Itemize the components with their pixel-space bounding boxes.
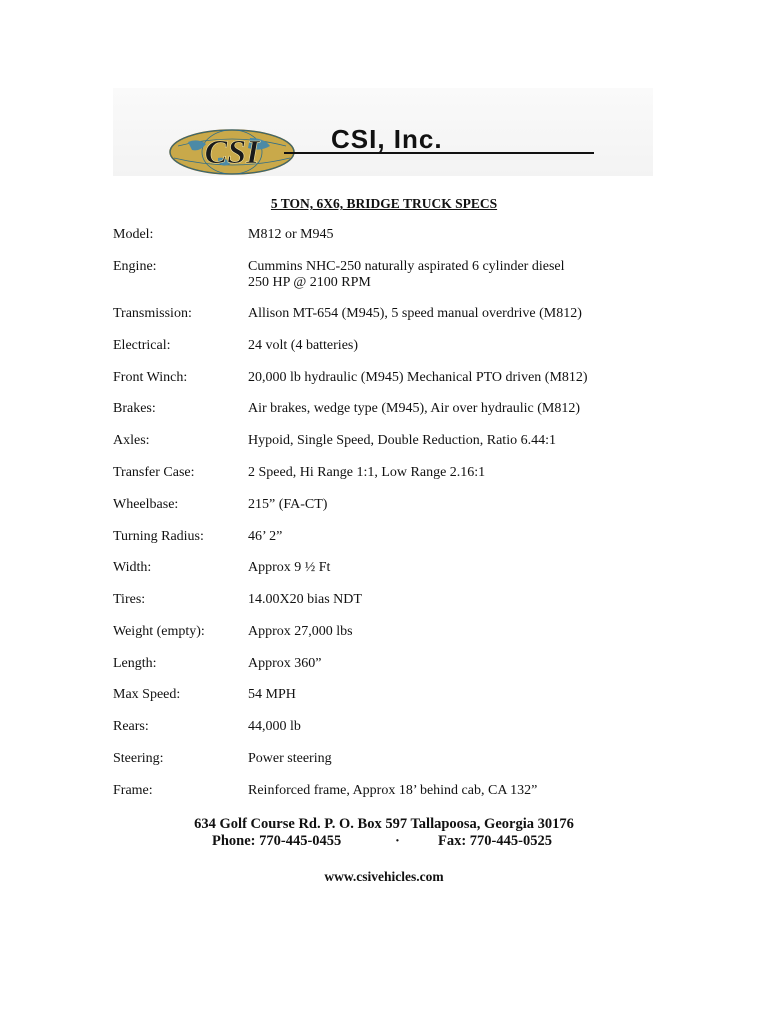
spec-value-line: 250 HP @ 2100 RPM (248, 275, 371, 290)
footer-phone: Phone: 770-445-0455 (212, 833, 342, 849)
spec-value (248, 783, 678, 799)
spec-value (248, 687, 678, 703)
spec-label: Wheelbase: (113, 497, 179, 512)
spec-value-line: Air brakes, wedge type (M945), Air over hydraulic (M812) (248, 401, 581, 416)
spec-value-line: 54 MPH (248, 687, 296, 702)
footer-contact-row (0, 833, 768, 851)
spec-label: Turning Radius: (113, 529, 204, 544)
spec-value-line: 44,000 lb (248, 719, 301, 734)
spec-value (248, 401, 678, 417)
spec-value-line: Power steering (248, 751, 332, 766)
spec-value (248, 465, 678, 481)
spec-label: Max Speed: (113, 687, 181, 702)
spec-value-line: 24 volt (4 batteries) (248, 338, 359, 353)
spec-label: Rears: (113, 719, 149, 734)
logo-text: CSI (204, 134, 260, 171)
spec-value (248, 529, 678, 545)
spec-value-line: 14.00X20 bias NDT (248, 592, 362, 607)
spec-value (248, 624, 678, 640)
spec-value (248, 497, 678, 513)
spec-label: Transmission: (113, 306, 192, 321)
spec-label: Engine: (113, 259, 157, 274)
spec-label: Width: (113, 560, 152, 575)
spec-value (248, 719, 678, 735)
spec-value (248, 259, 678, 291)
spec-label: Axles: (113, 433, 150, 448)
spec-label: Transfer Case: (113, 465, 195, 480)
spec-label: Electrical: (113, 338, 171, 353)
spec-label: Steering: (113, 751, 164, 766)
spec-value-line: Approx 9 ½ Ft (248, 560, 331, 575)
spec-label: Length: (113, 656, 157, 671)
spec-value (248, 751, 678, 767)
spec-label: Weight (empty): (113, 624, 205, 639)
spec-value-line: Cummins NHC-250 naturally aspirated 6 cylinder diesel (248, 259, 565, 274)
footer-address: 634 Golf Course Rd. P. O. Box 597 Tallapoosa, Georgia 30176 (194, 816, 574, 832)
spec-value (248, 370, 678, 386)
spec-value-line: Approx 360” (248, 656, 322, 671)
document-title: 5 TON, 6X6, BRIDGE TRUCK SPECS (270, 196, 498, 211)
spec-value-line: Approx 27,000 lbs (248, 624, 353, 639)
spec-value-line: 215” (FA-CT) (248, 497, 328, 512)
spec-label: Brakes: (113, 401, 156, 416)
spec-value (248, 227, 678, 243)
spec-label: Front Winch: (113, 370, 188, 385)
spec-value-line: 20,000 lb hydraulic (M945) Mechanical PTO driven (M812) (248, 370, 588, 385)
spec-value (248, 560, 678, 576)
spec-value (248, 338, 678, 354)
spec-value-line: M812 or M945 (248, 227, 334, 242)
spec-value (248, 656, 678, 672)
company-name: CSI, Inc. (331, 124, 443, 154)
spec-value-line: 46’ 2” (248, 529, 283, 544)
spec-value-line: Hypoid, Single Speed, Double Reduction, Ratio 6.44:1 (248, 433, 556, 448)
spec-label: Model: (113, 227, 154, 242)
footer-website: www.csivehicles.com (324, 869, 444, 884)
spec-label: Frame: (113, 783, 153, 798)
spec-value-line: Allison MT-654 (M945), 5 speed manual overdrive (M812) (248, 306, 582, 321)
footer-fax: Fax: 770-445-0525 (438, 833, 552, 849)
spec-value (248, 306, 678, 322)
csi-globe-logo (168, 128, 296, 176)
spec-value-line: 2 Speed, Hi Range 1:1, Low Range 2.16:1 (248, 465, 486, 480)
spec-value-line: Reinforced frame, Approx 18’ behind cab, CA 132” (248, 783, 538, 798)
spec-label: Tires: (113, 592, 146, 607)
spec-value (248, 592, 678, 608)
spec-value (248, 433, 678, 449)
footer-separator: · (395, 833, 400, 849)
